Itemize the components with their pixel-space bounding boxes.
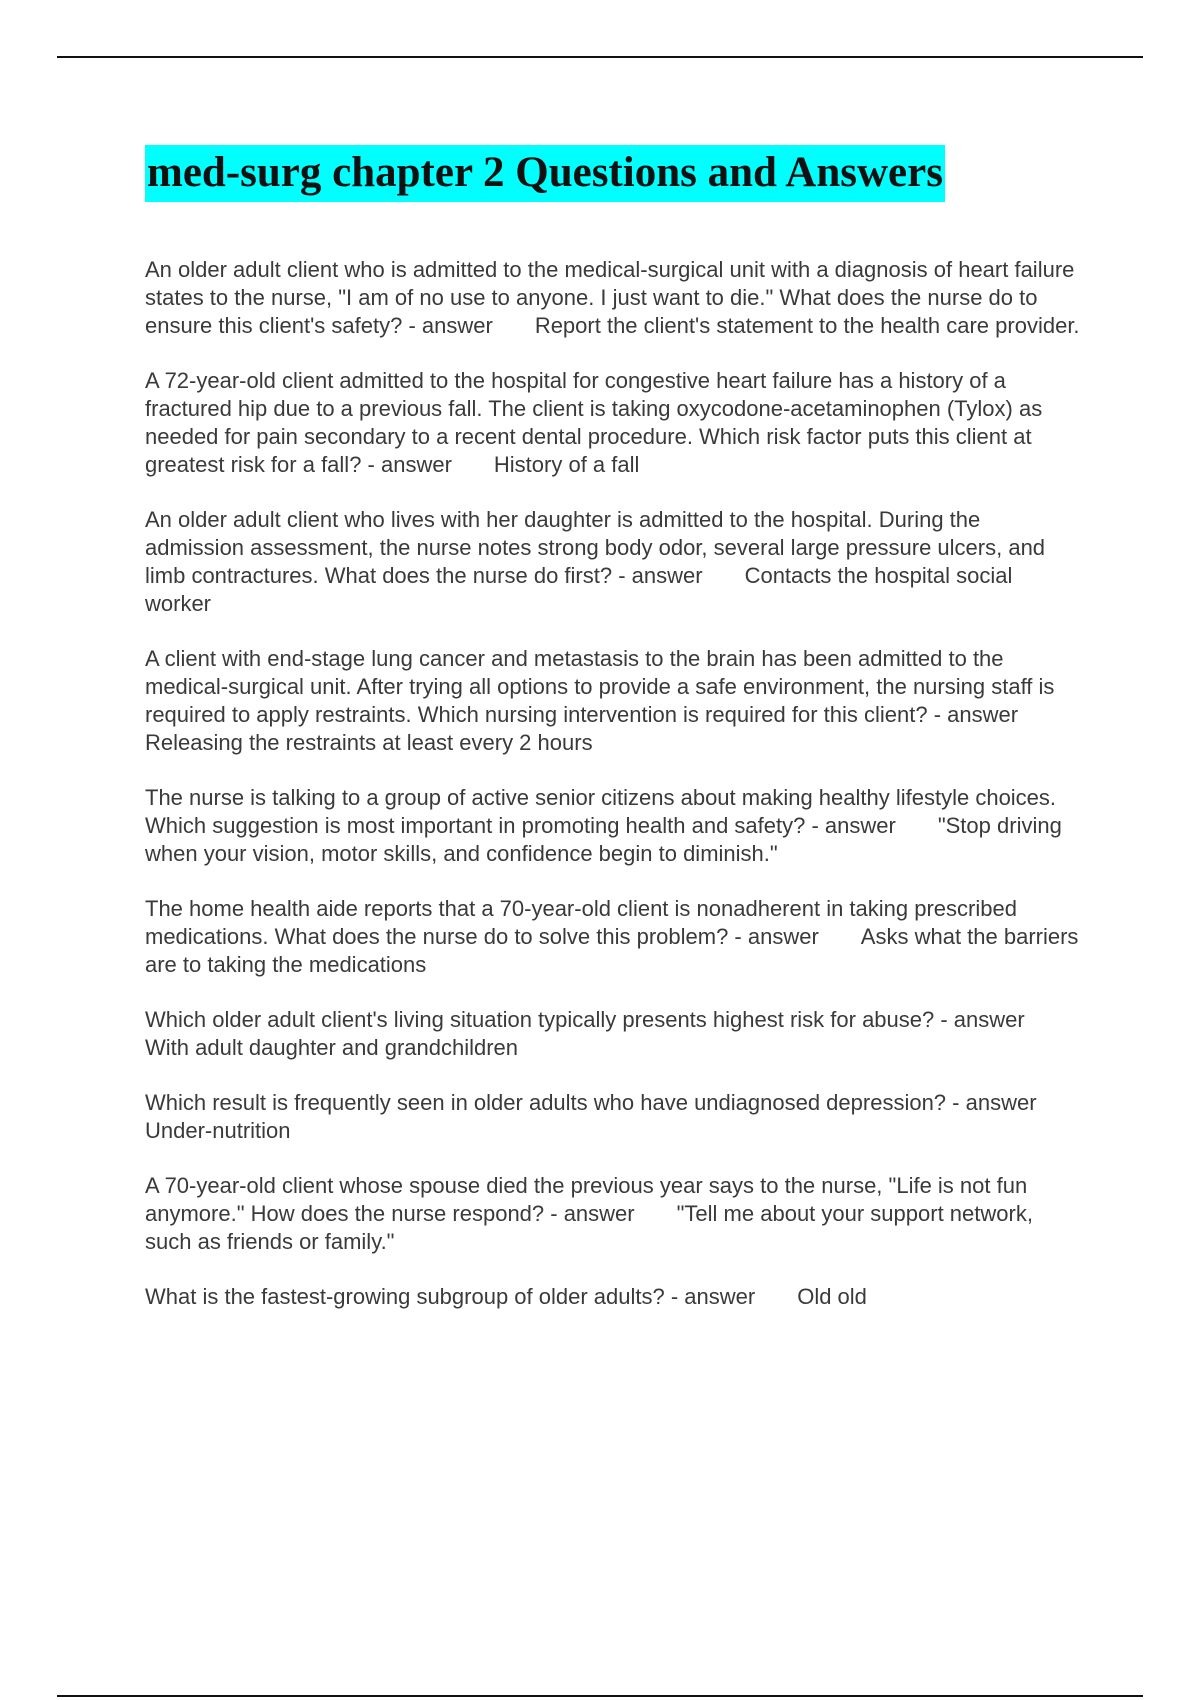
- question-text: A 72-year-old client admitted to the hospital for congestive heart failure has a history of a fractured hip due to a previous fall. The client is taking oxycodone-acetaminophen (Tylox) as needed for pain secondary to a recent dental procedure. Which risk factor puts this client at greatest risk for a fall? - answer: [145, 368, 1043, 477]
- question-text: Which result is frequently seen in older adults who have undiagnosed depression? - answer: [145, 1090, 1037, 1115]
- qa-item: [145, 367, 1080, 479]
- question-text: A client with end-stage lung cancer and metastasis to the brain has been admitted to the medical-surgical unit. After trying all options to provide a safe environment, the nursing staff is required to apply restraints. Which nursing intervention is required for this client? - answer: [145, 646, 1055, 727]
- answer-text: "Tell me about your support network, such as friends or family.": [145, 1201, 1033, 1254]
- qa-item: [145, 1089, 1080, 1145]
- answer-text: Under-nutrition: [145, 1118, 291, 1143]
- qa-item: [145, 645, 1080, 757]
- answer-text: History of a fall: [493, 452, 640, 477]
- question-text: Which older adult client's living situation typically presents highest risk for abuse? - answer: [145, 1007, 1025, 1032]
- question-text: An older adult client who is admitted to the medical-surgical unit with a diagnosis of heart failure states to the nurse, "I am of no use to anyone. I just want to die." What does the nurse do to ensure this client's safety? - answer: [145, 257, 1075, 338]
- qa-item: [145, 1006, 1080, 1062]
- qa-item: [145, 784, 1080, 868]
- question-text: An older adult client who lives with her daughter is admitted to the hospital. During the admission assessment, the nurse notes strong body odor, several large pressure ulcers, and limb contractures. What does the nurse do first? - answer: [145, 507, 1046, 588]
- qa-item: [145, 895, 1080, 979]
- answer-text: Contacts the hospital social worker: [145, 563, 1013, 616]
- title-container: [145, 145, 945, 202]
- question-text: The nurse is talking to a group of active senior citizens about making healthy lifestyle choices. Which suggestion is most important in promoting health and safety? - answer: [145, 785, 1057, 838]
- qa-item: [145, 1283, 1080, 1311]
- question-text: What is the fastest-growing subgroup of older adults? - answer: [145, 1284, 756, 1309]
- answer-text: Asks what the barriers are to taking the medications: [145, 924, 1079, 977]
- top-rule: [57, 56, 1143, 58]
- answer-text: Report the client's statement to the health care provider.: [534, 313, 1080, 338]
- qa-item: [145, 256, 1080, 340]
- question-text: The home health aide reports that a 70-year-old client is nonadherent in taking prescribed medications. What does the nurse do to solve this problem? - answer: [145, 896, 1017, 949]
- question-text: A 70-year-old client whose spouse died the previous year says to the nurse, "Life is not fun anymore." How does the nurse respond? - answer: [145, 1173, 1028, 1226]
- answer-text: Releasing the restraints at least every 2 hours: [145, 730, 593, 755]
- answer-text: With adult daughter and grandchildren: [145, 1035, 519, 1060]
- bottom-rule: [57, 1695, 1143, 1697]
- answer-text: Old old: [797, 1284, 867, 1309]
- page-title: med-surg chapter 2 Questions and Answers: [145, 145, 945, 202]
- answer-text: "Stop driving when your vision, motor skills, and confidence begin to diminish.": [145, 813, 1062, 866]
- qa-item: [145, 1172, 1080, 1256]
- qa-list: [145, 256, 1080, 1338]
- qa-item: [145, 506, 1080, 618]
